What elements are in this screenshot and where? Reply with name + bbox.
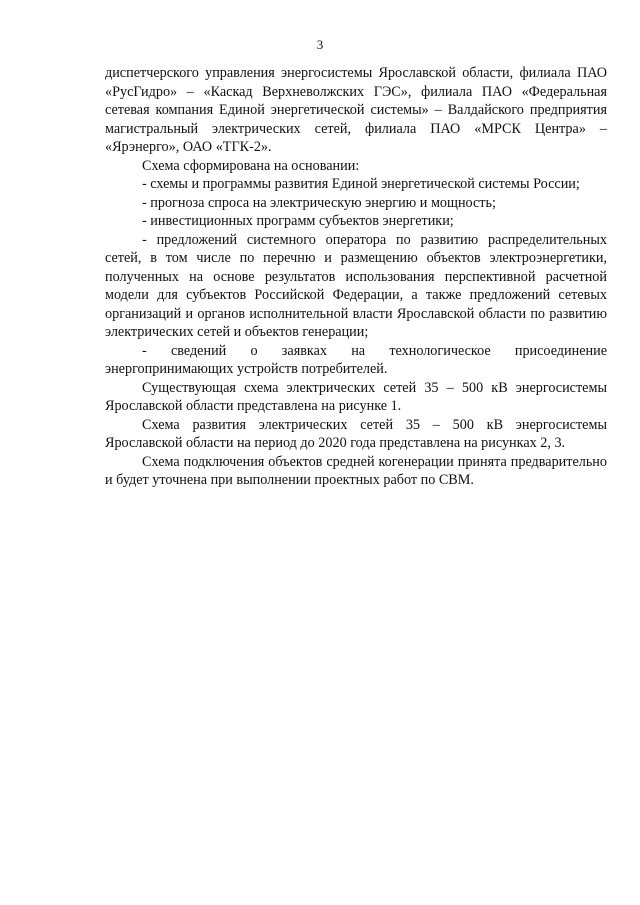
paragraph-basis-intro: Схема сформирована на основании: xyxy=(142,157,360,174)
document-body xyxy=(105,64,607,490)
page-number: 3 xyxy=(316,37,324,52)
list-item-operator-proposals: - предложений системного оператора по развитию распределительных сетей, в том числе по перечню и размещению объектов электроэнергетики, полученных на основе результатов использования перспективной расчетной модели для субъектов Российской Федерации, а также предложений сетевых организаций и органов исполнительной власти Ярославской области по развитию электрических сетей и объектов генерации; xyxy=(105,231,607,340)
paragraph-continuation: диспетчерского управления энергосистемы Ярославской области, филиала ПАО «РусГидро» – «Каскад Верхневолжских ГЭС», филиала ПАО «Федеральная сетевая компания Единой энергетической системы» – Валдайского предприятия магистральный электрических сетей, филиала ПАО «МРСК Центра» – «Ярэнерго», ОАО «ТГК-2». xyxy=(105,65,607,155)
paragraph-existing-scheme: Существующая схема электрических сетей 35 – 500 кВ энергосистемы Ярославской области представлена на рисунке 1. xyxy=(105,379,607,414)
list-item-ees-development: - схемы и программы развития Единой энергетической системы России; xyxy=(142,176,580,192)
list-item-investment-programs: - инвестиционных программ субъектов энергетики; xyxy=(142,213,454,229)
paragraph-development-scheme: Схема развития электрических сетей 35 – 500 кВ энергосистемы Ярославской области на период до 2020 года представлена на рисунках 2, 3. xyxy=(105,416,607,451)
paragraph-cogeneration: Схема подключения объектов средней когенерации принята предварительно и будет уточнена при выполнении проектных работ по СВМ. xyxy=(105,453,607,488)
list-item-connection-requests: - сведений о заявках на технологическое присоединение энергопринимающих устройств потребителей. xyxy=(105,342,607,377)
list-item-demand-forecast: - прогноза спроса на электрическую энергию и мощность; xyxy=(142,194,496,211)
